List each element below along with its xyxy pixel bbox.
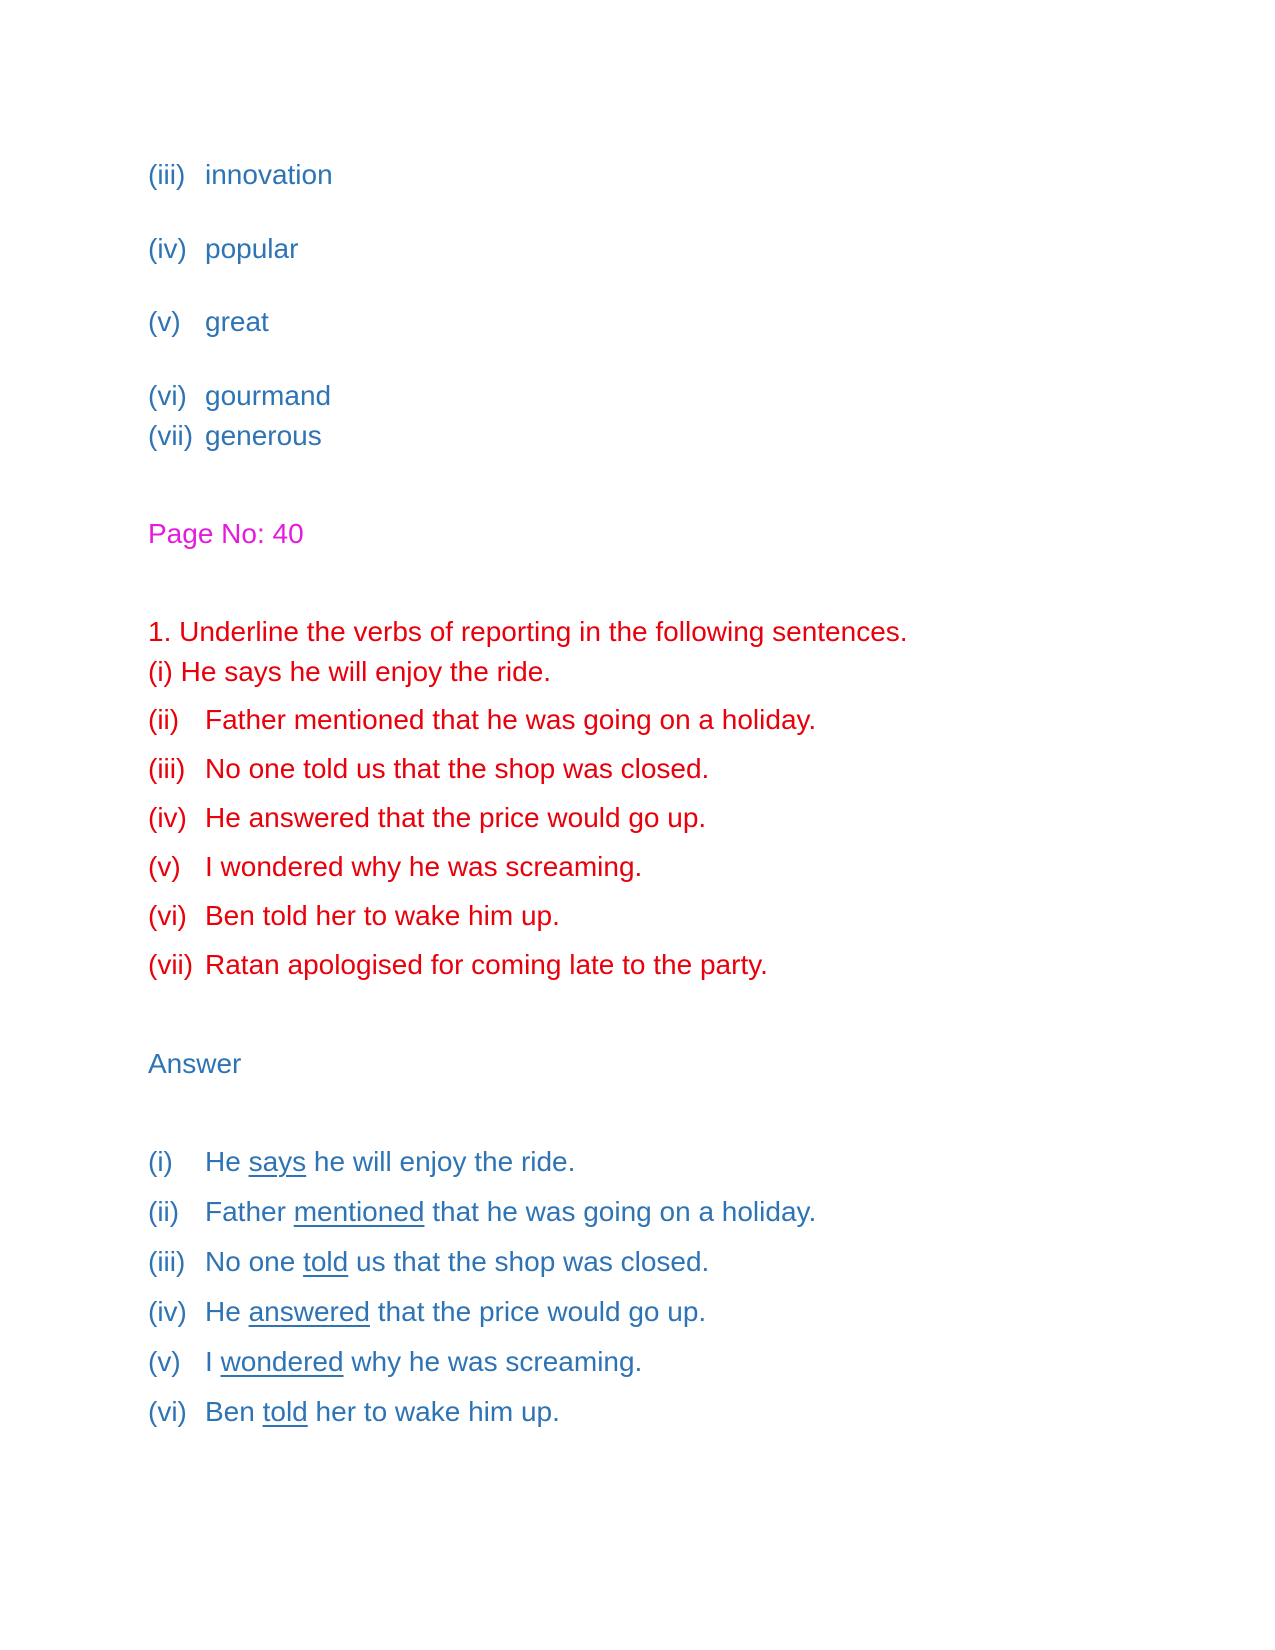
vocab-word: popular — [205, 233, 299, 264]
answer-item — [148, 1395, 560, 1429]
question-item — [148, 801, 706, 835]
question-sentence: No one told us that the shop was closed. — [205, 753, 710, 784]
answer-text-after: her to wake him up. — [307, 1396, 560, 1427]
reporting-verb: told — [262, 1396, 308, 1427]
answer-text-before: He — [205, 1146, 249, 1177]
vocab-word: generous — [205, 420, 322, 451]
item-number: (iii) — [148, 1246, 186, 1277]
vocab-word: gourmand — [205, 380, 332, 411]
answer-item — [148, 1345, 642, 1379]
question-item — [148, 752, 709, 786]
item-number: (iii) — [148, 159, 186, 190]
item-number: (ii) — [148, 704, 180, 735]
question-item — [148, 703, 816, 737]
item-number: (iv) — [148, 233, 187, 264]
item-number: (vii) — [148, 420, 194, 451]
question-sentence: He answered that the price would go up. — [205, 802, 707, 833]
vocab-word: innovation — [205, 159, 333, 190]
item-number: (ii) — [148, 1196, 180, 1227]
answer-text-before: Father — [205, 1196, 294, 1227]
answer-text-after: that the price would go up. — [369, 1296, 707, 1327]
item-number: (vi) — [148, 380, 187, 411]
reporting-verb: answered — [248, 1296, 370, 1327]
question-item — [148, 948, 768, 982]
item-number: (vii) — [148, 949, 194, 980]
question-sentence: Ben told her to wake him up. — [205, 900, 560, 931]
item-number: (v) — [148, 1346, 181, 1377]
reporting-verb: says — [248, 1146, 307, 1177]
answer-text-before: No one — [205, 1246, 304, 1277]
vocab-word: great — [205, 306, 269, 337]
item-number: (v) — [148, 306, 181, 337]
reporting-verb: wondered — [220, 1346, 344, 1377]
item-number: (iii) — [148, 753, 186, 784]
answer-text-before: I — [205, 1346, 221, 1377]
answer-text-after: that he was going on a holiday. — [424, 1196, 817, 1227]
item-number: (vi) — [148, 1396, 187, 1427]
question-sentence: Ratan apologised for coming late to the party. — [205, 949, 768, 980]
answer-item — [148, 1295, 706, 1329]
item-number: (v) — [148, 851, 181, 882]
item-number: (iv) — [148, 802, 187, 833]
item-number: (vi) — [148, 900, 187, 931]
question-sentence: I wondered why he was screaming. — [205, 851, 643, 882]
page-number-heading: Page No: 40 — [148, 518, 304, 549]
answer-text-before: Ben — [205, 1396, 263, 1427]
reporting-verb: told — [303, 1246, 349, 1277]
answer-text-before: He — [205, 1296, 249, 1327]
item-number: (iv) — [148, 1296, 187, 1327]
vocab-item — [148, 379, 331, 413]
vocab-item — [148, 305, 269, 339]
answer-text-after: why he was screaming. — [343, 1346, 643, 1377]
vocab-item — [148, 419, 322, 453]
answer-heading: Answer — [148, 1048, 242, 1079]
item-number: (i) — [148, 1146, 173, 1177]
question-item — [148, 850, 642, 884]
question-item: (i) He says he will enjoy the ride. — [148, 656, 552, 687]
question-title: 1. Underline the verbs of reporting in the following sentences. — [148, 616, 908, 647]
answer-item — [148, 1195, 816, 1229]
answer-item — [148, 1245, 709, 1279]
vocab-item — [148, 158, 333, 192]
vocab-item — [148, 232, 298, 266]
answer-item — [148, 1145, 575, 1179]
answer-text-after: he will enjoy the ride. — [306, 1146, 576, 1177]
question-sentence: Father mentioned that he was going on a holiday. — [205, 704, 817, 735]
question-item — [148, 899, 560, 933]
reporting-verb: mentioned — [293, 1196, 425, 1227]
answer-text-after: us that the shop was closed. — [348, 1246, 710, 1277]
